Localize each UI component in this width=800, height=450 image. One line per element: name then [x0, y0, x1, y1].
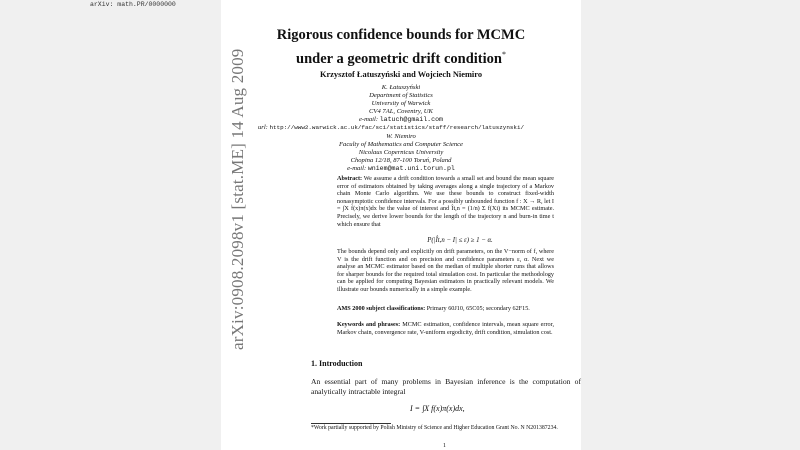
- ams-label: AMS 2000 subject classifications:: [337, 305, 426, 312]
- intro-formula: I = ∫X f(x)π(x)dx,: [410, 404, 465, 413]
- intro-paragraph: An essential part of many problems in Bayesian inference is the computation of analytically intractable integral: [311, 377, 581, 396]
- affil1-addr: CV4 7AL, Coventry, UK: [369, 108, 433, 115]
- arxiv-header: arXiv: math.PR/0000000: [90, 1, 176, 8]
- title-line-2: under a geometric drift condition*: [296, 50, 506, 67]
- affil1-url[interactable]: http://www2.warwick.ac.uk/fac/sci/statistics/staff/research/latuszynski/: [269, 124, 525, 131]
- page-number: 1: [443, 443, 446, 449]
- affil1-url-row: url: http://www2.warwick.ac.uk/fac/sci/statistics/staff/research/latuszynski/: [257, 124, 525, 131]
- ams-text: Primary 60J10, 65C05; secondary 62F15.: [426, 305, 530, 312]
- affil1-email[interactable]: latuch@gmail.com: [379, 116, 443, 123]
- arxiv-side-stamp: arXiv:0908.2098v1 [stat.ME] 14 Aug 2009: [228, 48, 247, 350]
- abstract-para-1: We assume a drift condition towards a small set and bound the mean square error of estimators obtained by taking averages along a single trajectory of a Markov chain Monte Carlo algorithm. We use these bounds to construct fixed-width nonasymptotic confidence intervals. For a possibly unbounded function f : X → R, let I = ∫X f(x)π(x)dx be the value of interest and Ît,n = (1/n) Σ f(Xi) its MCMC estimate. Precisely, we derive lower bounds for the length of the trajectory n and burn-in time t which ensure that: [337, 175, 555, 228]
- keywords-text: MCMC estimation, confidence intervals, mean square error, Markov chain, convergence rate, V-uniform ergodicity, drift condition, simulation cost.: [337, 321, 554, 336]
- abstract-para-2: The bounds depend only and explicitly on drift parameters, on the V−norm of f, where V is the drift function and on precision and confidence parameters ε, α. Next we analyse an MCMC estimator based on the median of multiple shorter runs that allows for sharper bounds for the required total simulation cost. In particular the methodology can be applied for computing Bayesian estimators in practically relevant models. We illustrate our bounds numerically in a simple example.: [337, 248, 554, 293]
- abstract-formula: P(|Ît,n − I| ≤ ε) ≥ 1 − α.: [427, 237, 493, 244]
- affil1-dept: Department of Statistics: [369, 92, 433, 99]
- keywords: [337, 321, 554, 336]
- affil1-email-row: e-mail: latuch@gmail.com: [358, 116, 443, 123]
- affil2-dept: Faculty of Mathematics and Computer Science: [339, 141, 463, 148]
- affil2-email[interactable]: wniem@mat.uni.torun.pl: [367, 165, 455, 172]
- affil2-name: W. Niemiro: [386, 133, 416, 140]
- abstract-continued: [337, 248, 554, 294]
- title-footnote-mark: *: [501, 50, 506, 59]
- section-heading: 1. Introduction: [311, 359, 363, 368]
- affiliation-1: [221, 84, 581, 132]
- title-line-1: Rigorous confidence bounds for MCMC: [276, 27, 526, 43]
- abstract: [337, 175, 554, 228]
- paper-title: [221, 26, 581, 69]
- keywords-label: Keywords and phrases:: [337, 321, 401, 328]
- affiliation-2: [221, 133, 581, 173]
- affil2-email-row: e-mail: wniem@mat.uni.torun.pl: [347, 165, 455, 172]
- abstract-label: Abstract:: [337, 175, 363, 182]
- affil1-univ: University of Warwick: [371, 100, 431, 107]
- affil1-name: K. Łatuszyński: [381, 84, 421, 91]
- footnote: *Work partially supported by Polish Ministry of Science and Higher Education Grant No. N N201387234.: [311, 425, 558, 431]
- authors: Krzysztof Łatuszyński and Wojciech Niemiro: [319, 70, 483, 79]
- affil2-univ: Nicolaus Copernicus University: [358, 149, 444, 156]
- footnote-divider: [311, 423, 391, 424]
- affil2-addr: Chopina 12/18, 87-100 Toruń, Poland: [350, 157, 452, 164]
- ams-classification: [337, 305, 554, 313]
